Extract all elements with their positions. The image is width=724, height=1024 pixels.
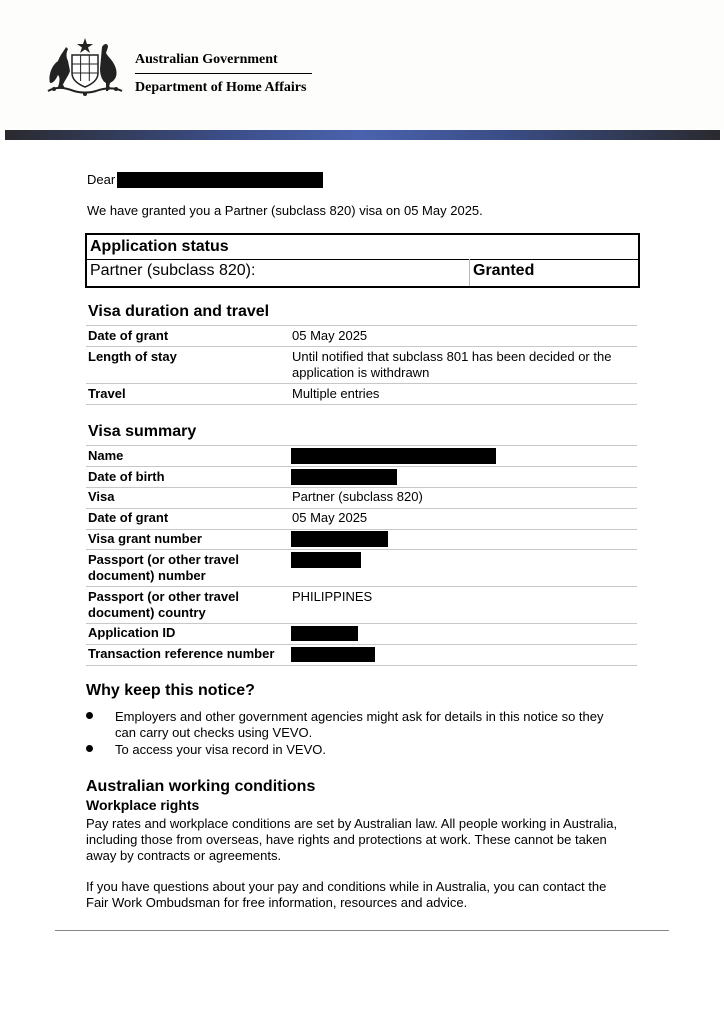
footer-divider xyxy=(55,930,669,931)
divider xyxy=(86,383,637,384)
section-heading-work: Australian working conditions xyxy=(86,778,316,795)
bullet-icon xyxy=(86,712,93,719)
row-label: Travel xyxy=(88,386,126,401)
divider xyxy=(86,665,637,666)
row-label: Application ID xyxy=(88,625,176,640)
row-label: Date of grant xyxy=(88,510,169,525)
row-value: 05 May 2025 xyxy=(292,510,368,525)
divider xyxy=(86,445,637,446)
row-label: document) number xyxy=(88,568,206,583)
redacted-name xyxy=(117,172,323,188)
divider xyxy=(86,549,637,550)
department-name: Department of Home Affairs xyxy=(135,80,307,95)
row-label: Visa xyxy=(88,489,115,504)
list-item: Employers and other government agencies might ask for details in this notice so they xyxy=(115,709,604,724)
divider xyxy=(86,623,637,624)
divider xyxy=(86,644,637,645)
status-value: Granted xyxy=(473,262,535,279)
redacted-value xyxy=(291,448,496,464)
paragraph-line: If you have questions about your pay and conditions while in Australia, you can contact the xyxy=(86,879,607,894)
subheading-workplace-rights: Workplace rights xyxy=(86,797,200,813)
paragraph-line: including those from overseas, have rights and protections at work. These cannot be taken xyxy=(86,832,607,847)
application-status-box xyxy=(85,233,640,288)
section-heading-duration: Visa duration and travel xyxy=(88,303,270,320)
coat-of-arms-icon xyxy=(44,35,126,97)
row-value: PHILIPPINES xyxy=(292,589,373,604)
divider xyxy=(86,325,637,326)
row-value: Partner (subclass 820) xyxy=(292,489,423,504)
list-item: can carry out checks using VEVO. xyxy=(115,725,313,740)
divider xyxy=(86,346,637,347)
redacted-value xyxy=(291,469,397,485)
list-item: To access your visa record in VEVO. xyxy=(115,742,326,757)
row-value: 05 May 2025 xyxy=(292,328,368,343)
section-heading-keep: Why keep this notice? xyxy=(86,682,255,699)
status-label: Partner (subclass 820): xyxy=(90,262,256,279)
row-label: Passport (or other travel xyxy=(88,552,239,567)
bullet-icon xyxy=(86,745,93,752)
row-value: application is withdrawn xyxy=(292,365,430,380)
divider xyxy=(86,487,637,488)
divider xyxy=(86,529,637,530)
redacted-value xyxy=(291,531,388,547)
row-label: Name xyxy=(88,448,124,463)
row-label: Date of grant xyxy=(88,328,169,343)
paragraph-line: Fair Work Ombudsman for free information, resources and advice. xyxy=(86,895,468,910)
redacted-value xyxy=(291,647,375,662)
row-label: Transaction reference number xyxy=(88,646,275,661)
paragraph-line: Pay rates and workplace conditions are set by Australian law. All people working in Australia, xyxy=(86,816,618,831)
row-label: Date of birth xyxy=(88,469,165,484)
header-band xyxy=(5,130,720,140)
status-title: Application status xyxy=(90,238,229,255)
redacted-value xyxy=(291,626,358,641)
divider xyxy=(135,73,312,74)
government-name: Australian Government xyxy=(135,52,278,67)
redacted-value xyxy=(291,552,361,568)
row-value: Multiple entries xyxy=(292,386,380,401)
intro-text: We have granted you a Partner (subclass 820) visa on 05 May 2025. xyxy=(87,203,483,218)
divider xyxy=(86,466,637,467)
divider xyxy=(86,586,637,587)
greeting: Dear xyxy=(87,172,116,187)
divider xyxy=(469,259,470,286)
paragraph-line: away by contracts or agreements. xyxy=(86,848,282,863)
row-label: Visa grant number xyxy=(88,531,202,546)
divider xyxy=(86,404,637,405)
divider xyxy=(87,259,638,260)
row-label: document) country xyxy=(88,605,206,620)
row-label: Length of stay xyxy=(88,349,177,364)
section-heading-summary: Visa summary xyxy=(88,423,197,440)
row-value: Until notified that subclass 801 has been decided or the xyxy=(292,349,612,364)
row-label: Passport (or other travel xyxy=(88,589,239,604)
divider xyxy=(86,508,637,509)
